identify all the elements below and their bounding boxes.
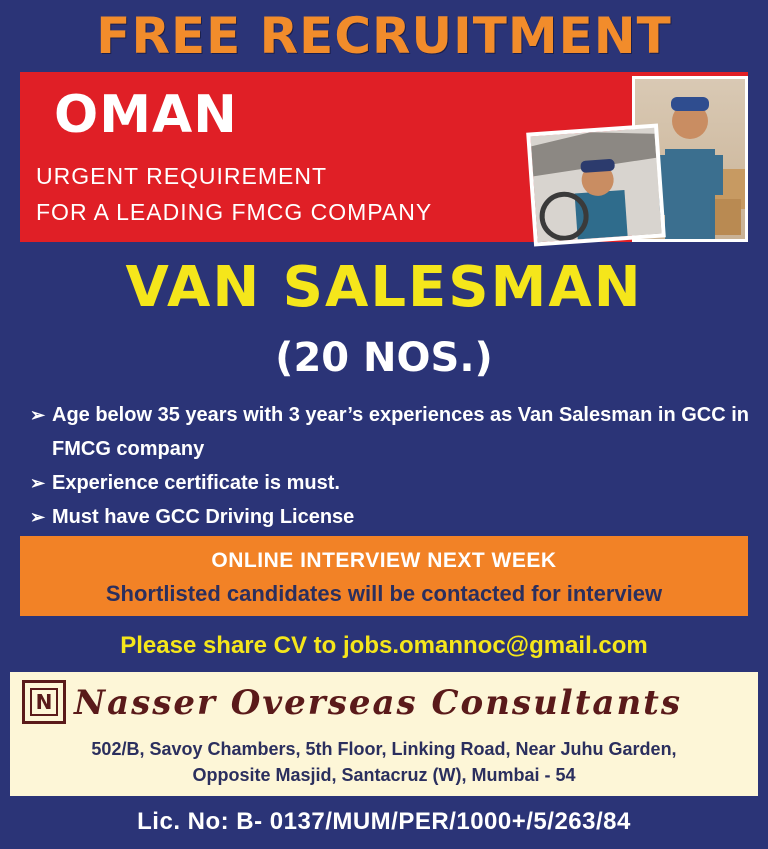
requirement-text: Experience certificate is must.	[52, 472, 340, 494]
logo-frame	[30, 688, 58, 716]
interview-note: Shortlisted candidates will be contacted for interview	[105, 581, 663, 606]
cv-email-line: Please share CV to jobs.omannoc@gmail.com	[120, 632, 648, 659]
agency-logo	[22, 680, 66, 724]
agency-address-line2: Opposite Masjid, Santacruz (W), Mumbai - 54	[192, 765, 576, 785]
agency-address-line1: 502/B, Savoy Chambers, 5th Floor, Linking Road, Near Juhu Garden,	[91, 739, 677, 759]
requirement-item	[30, 466, 750, 500]
job-quantity: (20 NOS.)	[275, 335, 493, 381]
requirement-text: Must have GCC Driving License	[52, 506, 355, 528]
country-title: OMAN	[54, 85, 238, 145]
arrow-bullet-icon: ➢	[30, 473, 46, 493]
headline: FREE RECRUITMENT	[96, 7, 672, 65]
arrow-bullet-icon: ➢	[30, 405, 46, 425]
requirement-item	[30, 398, 750, 466]
license-number: Lic. No: B- 0137/MUM/PER/1000+/5/263/84	[137, 808, 631, 835]
requirement-item	[30, 500, 750, 534]
requirement-text: Age below 35 years with 3 year’s experiences as Van Salesman in GCC in FMCG company	[52, 404, 749, 460]
driver-in-van-photo	[526, 124, 666, 247]
urgent-requirement-text: URGENT REQUIREMENT	[36, 163, 328, 189]
logo-letter: N	[35, 690, 53, 714]
agency-name: Nasser Overseas Consultants	[74, 683, 683, 723]
company-type-text: FOR A LEADING FMCG COMPANY	[36, 199, 433, 225]
arrow-bullet-icon: ➢	[30, 507, 46, 527]
job-title: VAN SALESMAN	[125, 255, 643, 320]
requirements-list	[30, 398, 750, 534]
interview-heading: ONLINE INTERVIEW NEXT WEEK	[211, 549, 557, 572]
